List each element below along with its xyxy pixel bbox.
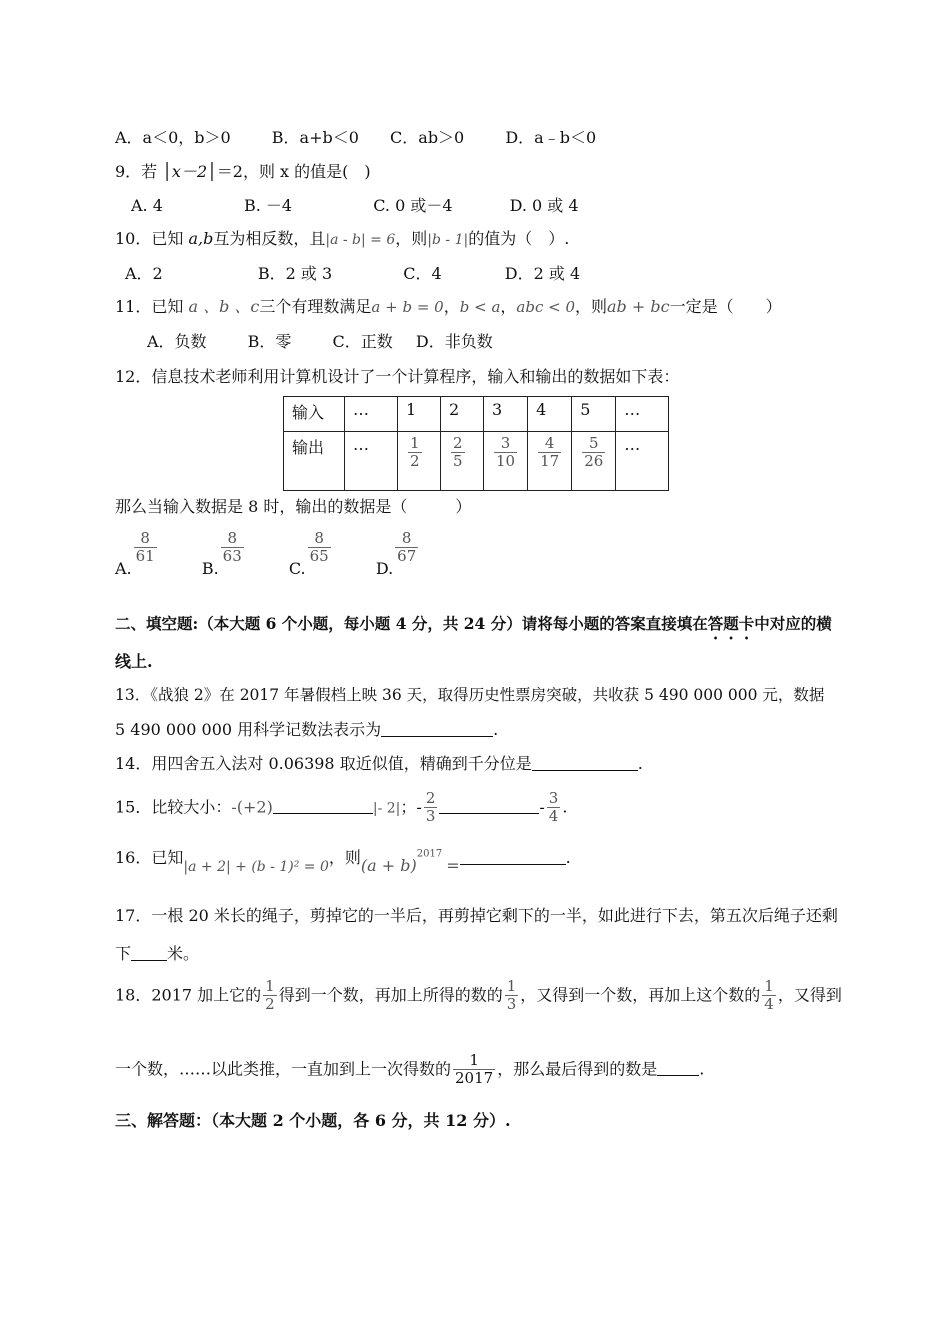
q18-answer-blank[interactable] xyxy=(657,1059,699,1076)
frac-denominator: 10 xyxy=(496,452,516,471)
frac-numerator: 1 xyxy=(469,1051,479,1069)
q11-end: 一定是（ ） xyxy=(669,297,782,316)
q11-stem: 11．已知 a 、b 、c三个有理数满足a + b = 0，b < a，abc < 0，则ab + bc一定是（ ） xyxy=(115,297,782,316)
q11-options xyxy=(147,332,493,351)
io-input-cell: 2 xyxy=(441,397,484,432)
q18-text2: ，又得到一个数，再加上这个数的 xyxy=(520,985,761,1005)
q12-option-b xyxy=(201,529,246,579)
io-input-cell: 1 xyxy=(398,397,441,432)
option-label: C. xyxy=(288,559,306,579)
q9-option-c: C. 0 或－4 xyxy=(373,196,453,215)
frac-denominator: 3 xyxy=(425,807,436,826)
q11-post: ，则 xyxy=(575,297,608,316)
q13-line2 xyxy=(115,720,498,739)
q17-answer-blank[interactable] xyxy=(131,944,167,961)
q10-options xyxy=(125,264,580,283)
q18-text1: 得到一个数，再加上所得的数的 xyxy=(278,985,503,1005)
q8-option-b: B．a+b＜0 xyxy=(271,128,359,147)
frac-denominator: 4 xyxy=(548,807,559,826)
q8-option-a: A．a＜0，b＞0 xyxy=(115,128,231,147)
section2-heading xyxy=(115,614,832,643)
section2-heading-line2: 线上. xyxy=(115,652,153,671)
q16-answer-blank[interactable] xyxy=(460,848,566,865)
q8-option-c: C．ab＞0 xyxy=(390,128,465,147)
q8-option-d: D．a﹣b＜0 xyxy=(505,128,597,147)
section2-dotted-text: 答题卡 xyxy=(707,614,755,633)
io-output-cell: … xyxy=(616,432,669,491)
q11-cond1: a + b = 0 xyxy=(371,298,444,316)
frac-numerator: 8 xyxy=(140,529,150,547)
q9-stem-post: ＝2，则 x 的值是( ) xyxy=(216,162,371,181)
frac-numerator: 2 xyxy=(453,434,463,452)
q13-answer-blank[interactable] xyxy=(381,720,493,737)
frac-denominator: 3 xyxy=(506,995,517,1014)
q15-neg1: - xyxy=(416,797,422,817)
q9-option-d: D. 0 或 4 xyxy=(509,196,579,215)
q14-text: 14．用四舍五入法对 0.06398 取近似值，精确到千分位是 xyxy=(115,754,532,773)
q15-expr2: |- 2| xyxy=(372,800,401,817)
q13-line2-text: 5 490 000 000 用科学记数法表示为 xyxy=(115,720,382,739)
frac-numerator: 1 xyxy=(265,977,275,995)
q11-cond2: b < a xyxy=(459,298,501,316)
frac-numerator: 1 xyxy=(506,977,517,995)
frac-denominator: 65 xyxy=(309,547,329,566)
frac-numerator: 3 xyxy=(500,434,511,452)
option-label: A. xyxy=(115,559,132,579)
q15-sep: ； xyxy=(400,797,417,817)
q16-exponent: 2017 xyxy=(416,848,443,860)
io-input-cell: … xyxy=(345,397,398,432)
q14-end: . xyxy=(637,754,643,773)
q11-option-c: C．正数 xyxy=(332,332,393,351)
q17-line2 xyxy=(115,944,199,963)
io-input-cell: 5 xyxy=(572,397,616,432)
q11-vars: a 、b 、c xyxy=(188,297,260,316)
q13-line1: 13．《战狼 2》在 2017 年暑假档上映 36 天，取得历史性票房突破，共收获 5 490 000 000 元，数据 xyxy=(115,686,825,704)
option-label: B. xyxy=(201,559,219,579)
io-output-cell xyxy=(528,432,572,491)
io-output-cell xyxy=(398,432,441,491)
q12-options xyxy=(115,530,420,578)
q11-option-a: A．负数 xyxy=(147,332,207,351)
io-table-output-row xyxy=(284,432,669,491)
q15-expr1: -(+2) xyxy=(231,797,273,817)
q10-expression: |b - 1| xyxy=(427,232,469,248)
q15-neg2: - xyxy=(539,797,545,817)
q8-options xyxy=(115,128,596,147)
io-output-label: 输出 xyxy=(284,432,345,491)
io-input-cell: 3 xyxy=(484,397,528,432)
io-table xyxy=(283,396,669,491)
frac-denominator: 61 xyxy=(135,547,155,566)
q11-option-d: D．非负数 xyxy=(415,332,493,351)
io-input-cell: … xyxy=(616,397,669,432)
frac-numerator: 1 xyxy=(410,434,420,452)
q17-line1: 17．一根 20 米长的绳子，剪掉它的一半后，再剪掉它剩下的一半，如此进行下去，第五次后绳子还剩 xyxy=(115,906,838,925)
q10-option-b: B．2 或 3 xyxy=(257,264,333,283)
frac-numerator: 5 xyxy=(588,434,599,452)
io-table-input-row xyxy=(284,397,669,432)
q11-cond3: abc < 0 xyxy=(516,298,575,316)
frac-denominator: 2 xyxy=(265,995,275,1014)
q18-line1 xyxy=(115,978,842,1014)
frac-numerator: 8 xyxy=(314,529,324,547)
q15-answer-blank-1[interactable] xyxy=(273,797,373,814)
q18-pre: 18．2017 加上它的 xyxy=(115,985,262,1005)
q15-pre: 15．比较大小： xyxy=(115,797,232,817)
frac-numerator: 8 xyxy=(227,529,237,547)
option-label: D. xyxy=(375,559,394,579)
q16-condition: |a + 2| + (b - 1)² = 0 xyxy=(183,859,329,875)
frac-denominator: 17 xyxy=(540,452,560,471)
section2-heading-a: 二、填空题:（本大题 6 个小题，每小题 4 分，共 24 分）请将每小题的答案直接填在 xyxy=(115,614,708,633)
q16-mid: ，则 xyxy=(328,848,361,867)
io-output-cell: … xyxy=(345,432,398,491)
q12-after: 那么当输入数据是 8 时，输出的数据是（ ） xyxy=(115,497,472,516)
q11-mid: 三个有理数满足 xyxy=(259,297,372,316)
frac-numerator: 3 xyxy=(548,789,559,807)
q10-condition: |a - b| = 6 xyxy=(325,232,396,248)
q10-stem-pre: 10．已知 xyxy=(115,229,184,248)
q11-stem-pre: 11．已知 xyxy=(115,297,184,316)
io-output-cell xyxy=(484,432,528,491)
q9-stem-pre: 9．若 xyxy=(115,162,158,181)
q10-vars: a,b xyxy=(188,229,214,248)
q16-pre: 16．已知 xyxy=(115,848,184,867)
frac-denominator: 2017 xyxy=(455,1069,494,1088)
q9-stem xyxy=(115,162,371,181)
q18-end: . xyxy=(699,1059,705,1079)
q10-option-a: A．2 xyxy=(125,264,163,283)
q16-end: . xyxy=(565,848,571,867)
frac-denominator: 63 xyxy=(222,547,242,566)
q10-stem xyxy=(115,229,569,249)
frac-numerator: 2 xyxy=(425,789,436,807)
frac-numerator: 4 xyxy=(544,434,555,452)
section2-heading-b: 中对应的横 xyxy=(754,614,832,633)
section3-heading: 三、解答题：（本大题 2 个小题，各 6 分，共 12 分）. xyxy=(115,1111,511,1130)
q14-answer-blank[interactable] xyxy=(532,754,638,771)
q9-option-b: B. －4 xyxy=(244,196,293,215)
q9-option-a: A. 4 xyxy=(131,196,163,215)
frac-denominator: 2 xyxy=(410,452,420,471)
frac-denominator: 67 xyxy=(397,547,417,566)
q10-post2: 的值为（ ）. xyxy=(468,229,570,248)
q17-line2-pre: 下 xyxy=(115,944,132,963)
q17-line2-post: 米。 xyxy=(167,944,200,963)
q10-mid: 互为相反数，且 xyxy=(213,229,326,248)
q16 xyxy=(115,848,571,876)
frac-denominator: 4 xyxy=(764,995,774,1014)
io-input-cell: 4 xyxy=(528,397,572,432)
q16-expression: (a + b) xyxy=(360,856,417,875)
frac-denominator: 26 xyxy=(584,452,604,471)
q18-line2-pre: 一个数，……以此类推，一直加到上一次得数的 xyxy=(115,1059,452,1079)
q18-line2 xyxy=(115,1052,704,1088)
q15 xyxy=(115,790,567,826)
q9-options xyxy=(131,196,579,215)
q12-option-d xyxy=(375,529,420,579)
frac-numerator: 8 xyxy=(401,529,412,547)
frac-denominator: 5 xyxy=(453,452,463,471)
q16-equals: = xyxy=(446,856,460,875)
q12-option-c xyxy=(288,529,333,579)
q14 xyxy=(115,754,643,773)
q18-line2-post: ，那么最后得到的数是 xyxy=(497,1059,658,1079)
q18-text3: ，又得到 xyxy=(777,985,842,1005)
q15-answer-blank-2[interactable] xyxy=(439,797,539,814)
q12-stem: 12．信息技术老师利用计算机设计了一个计算程序，输入和输出的数据如下表： xyxy=(115,367,680,386)
io-input-label: 输入 xyxy=(284,397,345,432)
q12-option-a xyxy=(115,529,159,579)
frac-numerator: 1 xyxy=(764,977,774,995)
io-output-cell xyxy=(441,432,484,491)
q9-abs: │x－2│ xyxy=(162,162,217,181)
q13-end: . xyxy=(493,720,499,739)
q10-post1: ，则 xyxy=(395,229,428,248)
q15-end: . xyxy=(562,797,568,817)
q11-option-b: B．零 xyxy=(247,332,292,351)
q10-option-c: C．4 xyxy=(403,264,442,283)
io-output-cell xyxy=(572,432,616,491)
q10-option-d: D．2 或 4 xyxy=(504,264,581,283)
q11-expression: ab + bc xyxy=(607,297,670,316)
